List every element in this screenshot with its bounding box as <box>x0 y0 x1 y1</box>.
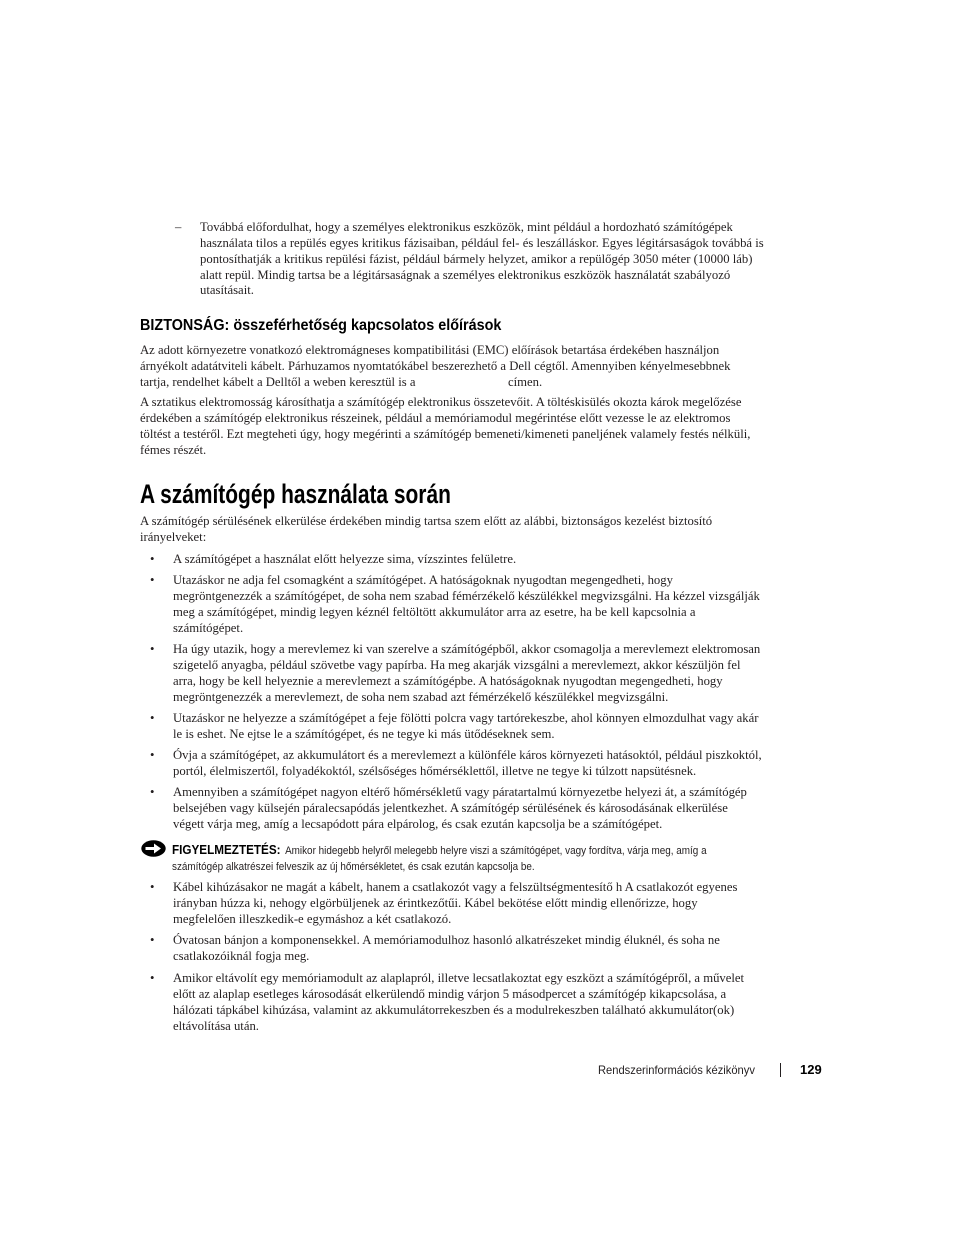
emc-paragraph-1-last-line <box>140 375 780 391</box>
text-line: megfelelően illeszkedik-e egymáshoz a két csatlakozó. <box>173 911 452 926</box>
text-line: Kábel kihúzásakor ne magát a kábelt, hanem a csatlakozót vagy a felszültségmentesítő h A csatlakozót egyenes <box>173 880 738 894</box>
text-line: hálózati tápkábel kihúzása, valamint az akkumulátorrekeszben és a modulrekeszben található akkumulátor(ok) <box>173 1002 735 1017</box>
text-line: Amennyiben a számítógépet nagyon eltérő hőmérsékletű vagy páratartalmú környezetbe helyezi át, a számítógép <box>173 785 747 799</box>
footer-divider <box>780 1063 781 1077</box>
text-line: megröntgenezzék a számítógépet, de soha nem szabad fémérzékelő készülékkel megvizsgálni. Ha kézzel vizsgálják <box>173 588 760 603</box>
text-line: megröntgenezzék a merevlemezt, de soha nem szabad azt fémérzékelő készülékkel megvizsgálni. <box>173 689 669 704</box>
usage-intro <box>140 514 712 546</box>
text-line: Óvja a számítógépet, az akkumulátort és a merevlemezt a különféle káros környezeti hatásoktól, például piszkoktól, <box>173 748 762 762</box>
dash-item-text <box>200 220 764 299</box>
bullet-item <box>173 573 760 636</box>
notice-line-1 <box>172 842 707 859</box>
bullet-item <box>173 933 720 965</box>
text-line: csatlakozóiknál fogja meg. <box>173 948 310 963</box>
bullet-marker: • <box>150 971 155 985</box>
emc-paragraph-2 <box>140 395 750 458</box>
dash-marker: – <box>175 220 182 234</box>
bullet-marker: • <box>150 933 155 947</box>
text-line: Ha úgy utazik, hogy a merevlemez ki van szerelve a számítógépből, akkor csomagolja a merevlemezt elektromosan <box>173 642 761 656</box>
text-line: használata tilos a repülés egyes kritikus fázisaiban, például fel- és leszálláskor. Egyes légitársaságok továbbá is <box>200 235 764 250</box>
bullet-marker: • <box>150 552 155 566</box>
text-line: A sztatikus elektromosság károsíthatja a számítógép elektronikus összetevőit. A töltéskisülés okozta károk megelőzése <box>140 395 742 409</box>
text-line: le is eshet. Ne ejtse le a számítógépet, és ne tegye ki más ütődéseknek sem. <box>173 726 555 741</box>
emc-paragraph-1-lines <box>140 343 780 375</box>
section-heading-emc: BIZTONSÁG: összeférhetőség kapcsolatos előírások <box>140 317 502 334</box>
text-line: pontosíthatják a kritikus repülési fázist, például bármely helyzet, amikor a repülőgép 3050 méter (10000 láb) <box>200 251 753 266</box>
bullet-item <box>173 880 737 928</box>
text-line: töltést a testéről. Ezt megteheti úgy, hogy megérinti a számítógép bemeneti/kimeneti paneljének valamely festés nélküli, <box>140 426 751 441</box>
text-line: utasításait. <box>200 283 254 298</box>
bullet-marker: • <box>150 785 155 799</box>
bullet-item <box>173 748 762 780</box>
bullet-item <box>173 971 744 1034</box>
text-line: előtt az alaplap esetleges károsodását elkerülendő mindig várjon 5 másodpercet a számítógép kikapcsolása, a <box>173 986 727 1001</box>
text-line: árnyékolt adatátviteli kábelt. Párhuzamos nyomtatókábel beszerezhető a Dell cégtől. Amennyiben kényelmesebbnek <box>140 358 731 373</box>
notice-line-1-text: Amikor hidegebb helyről melegebb helyre viszi a számítógépet, vagy fordítva, várja meg, amíg a <box>285 845 707 857</box>
notice-label: FIGYELMEZTETÉS: <box>172 842 281 857</box>
notice-arrow-icon <box>141 840 166 857</box>
bullet-marker: • <box>150 642 155 656</box>
text-line: Továbbá előfordulhat, hogy a személyes elektronikus eszközök, mint például a hordozható számítógépek <box>200 220 733 234</box>
bullet-item <box>173 642 760 705</box>
bullet-marker: • <box>150 748 155 762</box>
text-line: fémes részét. <box>140 442 207 457</box>
notice-text <box>172 842 707 875</box>
text-line: A számítógép sérülésének elkerülése érdekében mindig tartsa szem előtt az alábbi, biztonságos kezelést biztosító <box>140 514 713 528</box>
bullet-marker: • <box>150 880 155 894</box>
text-line: Az adott környezetre vonatkozó elektromágneses kompatibilitási (EMC) előírások betartása érdekében használjon <box>140 343 720 357</box>
text-line: Amikor eltávolít egy memóriamodult az alaplapról, illetve lecsatlakoztat egy eszközt a számítógépről, a művelet <box>173 971 745 985</box>
text-line: szigetelő anyagba, például szövetbe vagy papírba. Ha meg akarják vizsgálni a merevlemezt, akkor készüljön fel <box>173 657 741 672</box>
notice-line-2: számítógép alkatrészei felveszik az új hőmérsékletet, és csak ezután kapcsolja be. <box>172 861 535 873</box>
emc-paragraph-1 <box>140 343 780 391</box>
bullet-marker: • <box>150 711 155 725</box>
text-line: Utazáskor ne adja fel csomagként a számítógépet. A hatóságoknak nyugodtan megengedheti, hogy <box>173 573 673 587</box>
text-line: irányelveket: <box>140 529 207 544</box>
text-line: Utazáskor ne helyezze a számítógépet a feje fölötti polcra vagy tartórekeszbe, ahol könnyen elmozdulhat vagy akár <box>173 711 759 725</box>
page-number: 129 <box>800 1062 822 1077</box>
bullet-item <box>173 785 747 833</box>
text-line: Óvatosan bánjon a komponensekkel. A memóriamodulhoz hasonló alkatrészeket mindig éluknél, és soha ne <box>173 933 720 947</box>
bullet-item <box>173 711 758 743</box>
text-line: arra, hogy be kell helyeznie a merevlemezt a számítógépbe. A hatóságoknak nyugodtan megengedheti, hogy <box>173 673 723 688</box>
text-line-before-gap: tartja, rendelhet kábelt a Delltől a weben keresztül is a <box>140 374 416 389</box>
bullet-item <box>173 552 516 568</box>
footer-title: Rendszerinformációs kézikönyv <box>598 1063 755 1077</box>
text-line: A számítógépet a használat előtt helyezze sima, vízszintes felületre. <box>173 552 517 566</box>
bullet-marker: • <box>150 573 155 587</box>
section-heading-usage: A számítógép használata során <box>140 479 451 509</box>
text-line: meg a számítógépet, mindig legyen kéznél feltöltött akkumulátor arra az esetre, ha be kell kapcsolnia a <box>173 604 696 619</box>
text-line: irányban húzza ki, nehogy elgörbüljenek az érintkezőtűi. Kábel bekötése előtt mindig ellenőrizze, hogy <box>173 895 698 910</box>
text-line: végett várja meg, amíg a lecsapódott pára elpárolog, és csak ezután kapcsolja be a számítógépet. <box>173 816 663 831</box>
text-line-after-gap: címen. <box>508 374 543 389</box>
text-line: érdekében a számítógép elektronikus részeinek, például a memóriamodul megérintése előtt vezesse le az elektromos <box>140 410 731 425</box>
text-line: számítógépet. <box>173 620 244 635</box>
text-line: belsejében vagy külsején páralecsapódás jelentkezhet. A számítógép sérülésének és károsodásának elkerülése <box>173 800 728 815</box>
text-line: portól, élelmiszertől, folyadékoktól, szélsőséges hőmérséklettől, illetve ne tegye ki túlzott napsütésnek. <box>173 763 697 778</box>
text-line: alatt repül. Mindig tartsa be a légitársaságnak a személyes elektronikus eszközök használatát szabályozó <box>200 267 731 282</box>
text-line: eltávolítása után. <box>173 1018 259 1033</box>
